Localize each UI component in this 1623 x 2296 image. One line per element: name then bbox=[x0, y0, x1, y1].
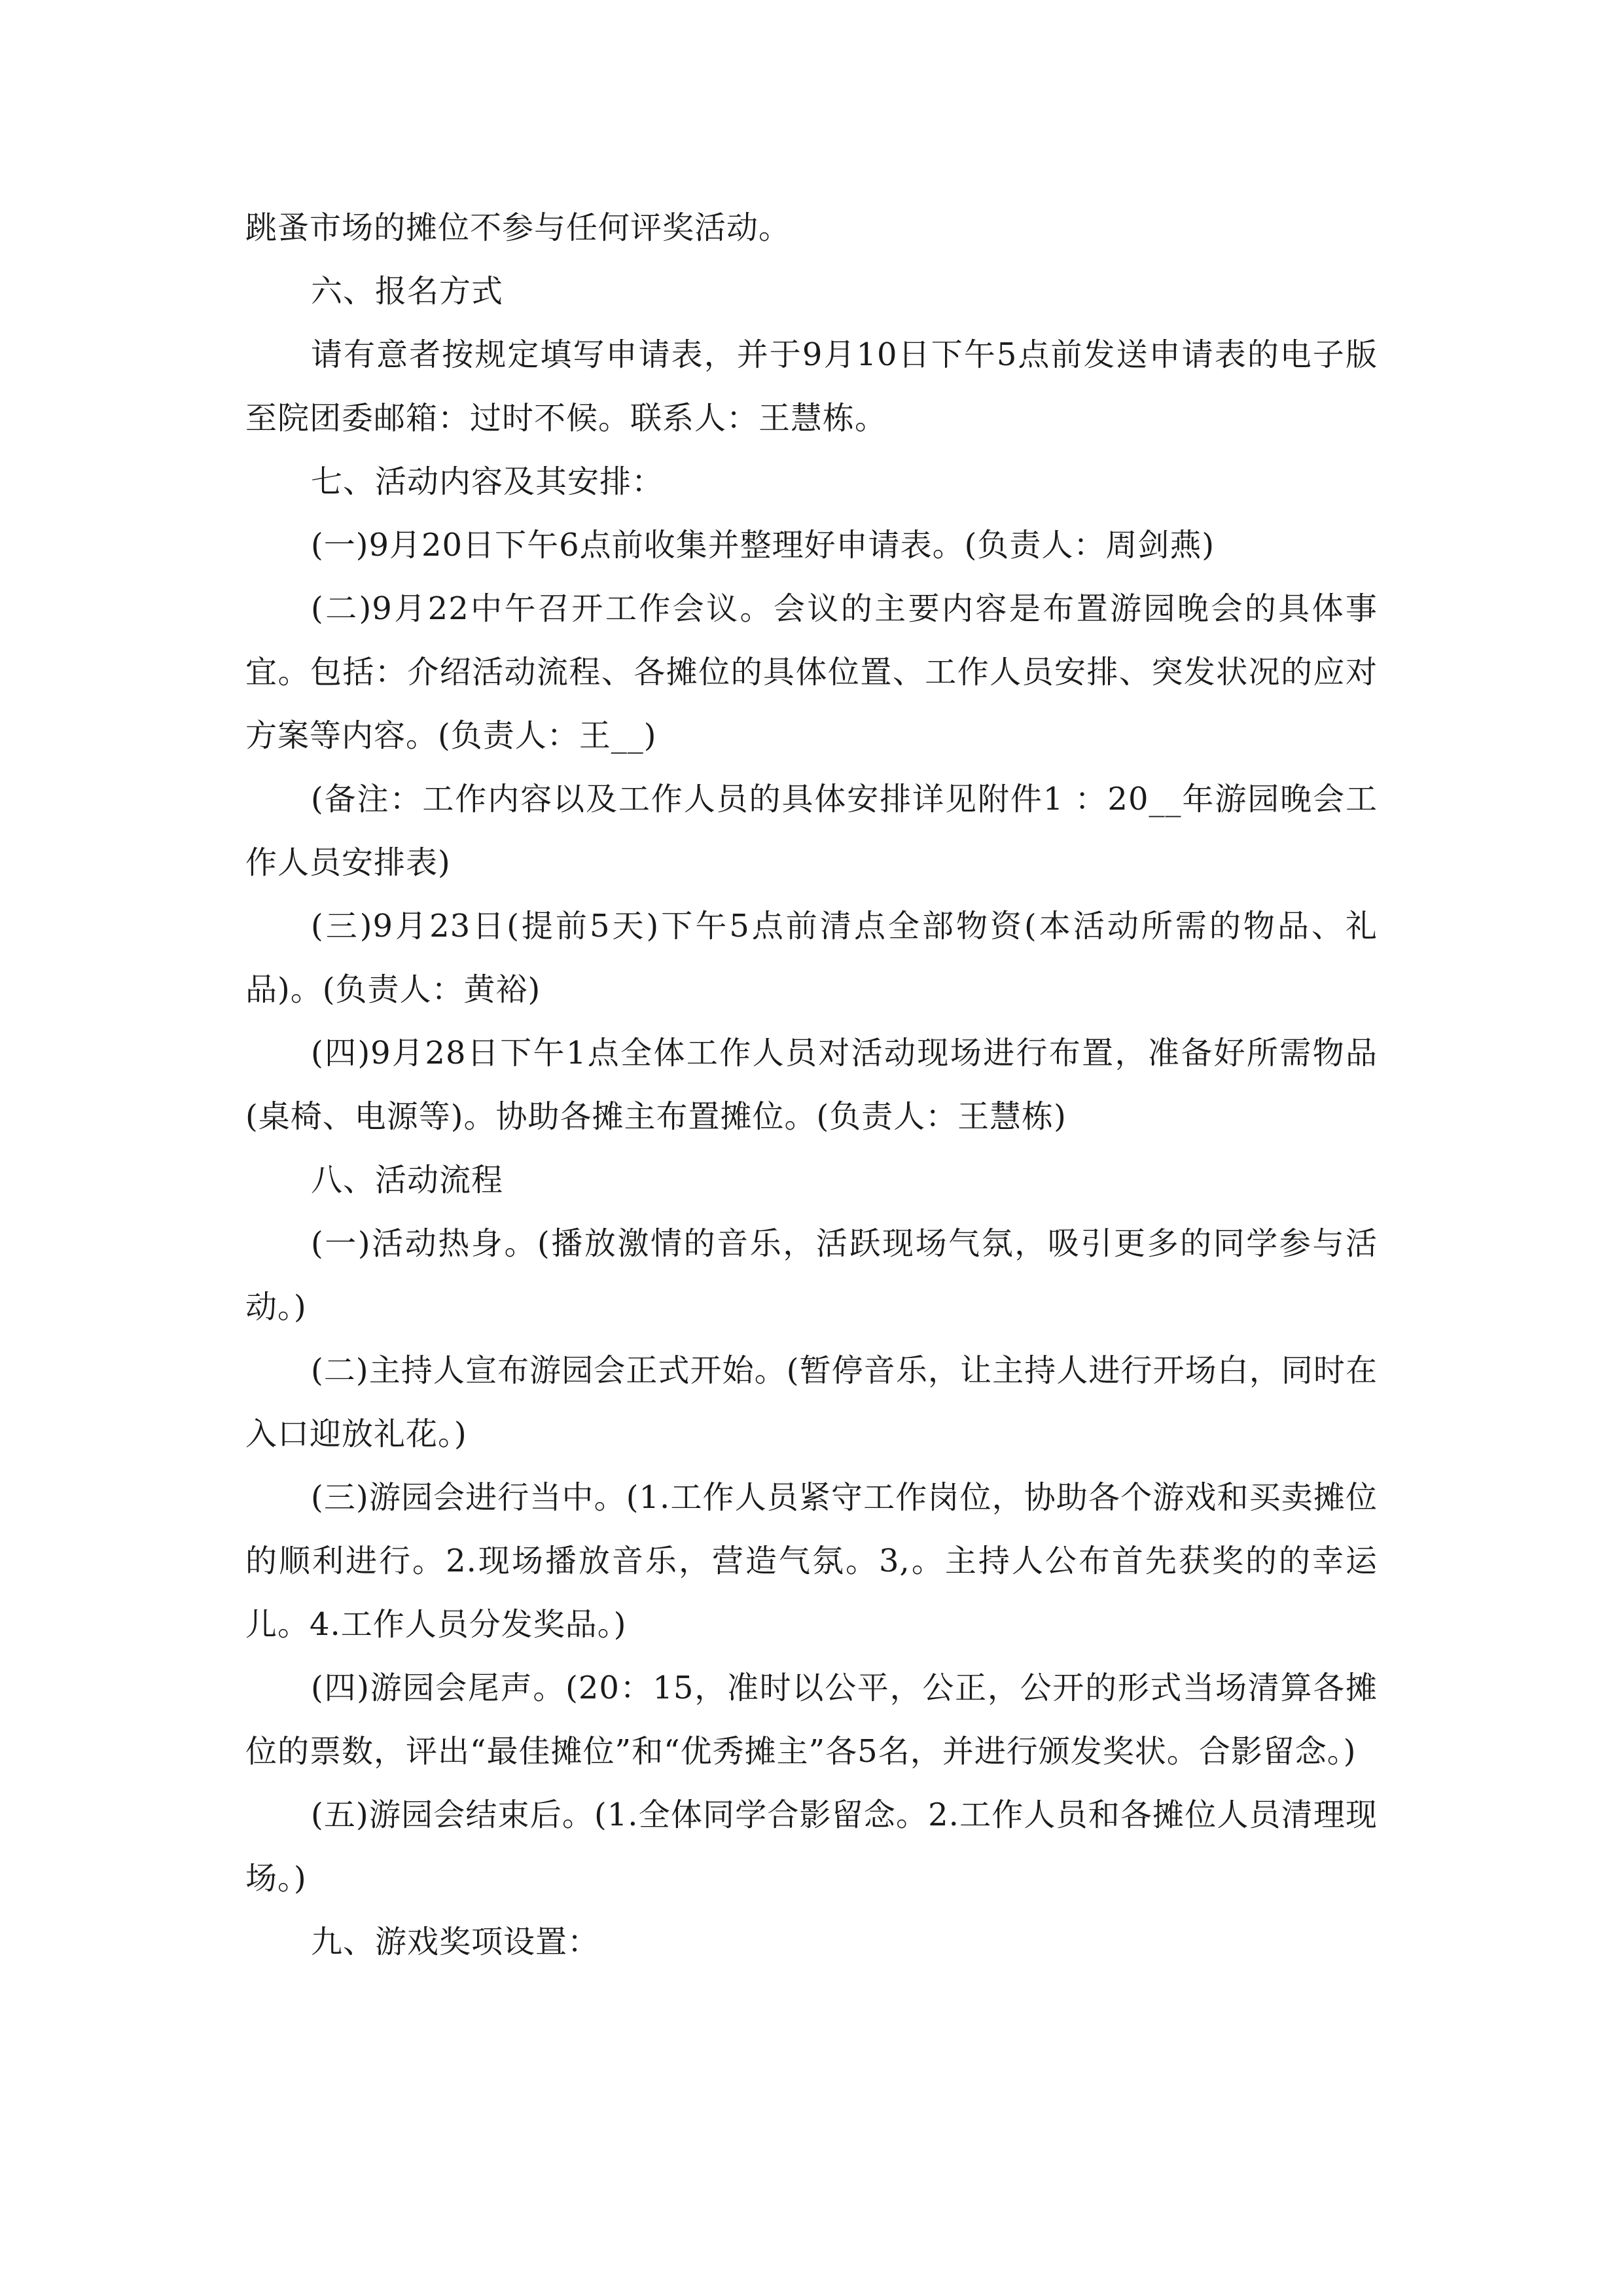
paragraph-remark: (备注：工作内容以及工作人员的具体安排详见附件1 ：20__年游园晚会工作人员安排表) bbox=[245, 781, 1378, 881]
paragraph-arrangement-2: (二)9月22中午召开工作会议。会议的主要内容是布置游园晚会的具体事宜。包括：介绍活动流程、各摊位的具体位置、工作人员安排、突发状况的应对方案等内容。(负责人：王__) bbox=[245, 590, 1378, 754]
paragraph-registration: 请有意者按规定填写申请表，并于9月10日下午5点前发送申请表的电子版至院团委邮箱：过时不候。联系人：王慧栋。 bbox=[245, 336, 1378, 437]
paragraph-process-5: (五)游园会结束后。(1.全体同学合影留念。2.工作人员和各摊位人员清理现场。) bbox=[245, 1797, 1378, 1897]
section-heading-registration: 六、报名方式 bbox=[311, 273, 504, 310]
document-body bbox=[245, 196, 1378, 1974]
section-heading-awards: 九、游戏奖项设置： bbox=[311, 1924, 600, 1960]
paragraph-process-2: (二)主持人宣布游园会正式开始。(暂停音乐，让主持人进行开场白，同时在入口迎放礼花。) bbox=[245, 1352, 1378, 1452]
paragraph-flea-market-note: 跳蚤市场的摊位不参与任何评奖活动。 bbox=[245, 209, 791, 246]
section-heading-process: 八、活动流程 bbox=[311, 1162, 504, 1198]
paragraph-arrangement-4: (四)9月28日下午1点全体工作人员对活动现场进行布置，准备好所需物品(桌椅、电源等)。协助各摊主布置摊位。(负责人：王慧栋) bbox=[245, 1035, 1378, 1135]
paragraph-process-3: (三)游园会进行当中。(1.工作人员紧守工作岗位，协助各个游戏和买卖摊位的顺利进行。2.现场播放音乐，营造气氛。3,。主持人公布首先获奖的的幸运儿。4.工作人员分发奖品。) bbox=[245, 1479, 1378, 1643]
section-heading-arrangement: 七、活动内容及其安排： bbox=[311, 463, 664, 500]
paragraph-process-4: (四)游园会尾声。(20：15，准时以公平，公正，公开的形式当场清算各摊位的票数，评出“最佳摊位”和“优秀摊主”各5名，并进行颁发奖状。合影留念。) bbox=[245, 1670, 1378, 1770]
paragraph-process-1: (一)活动热身。(播放激情的音乐，活跃现场气氛，吸引更多的同学参与活动。) bbox=[245, 1225, 1378, 1325]
paragraph-arrangement-1: (一)9月20日下午6点前收集并整理好申请表。(负责人：周剑燕) bbox=[311, 527, 1215, 564]
paragraph-arrangement-3: (三)9月23日(提前5天)下午5点前清点全部物资(本活动所需的物品、礼品)。(负责人：黄裕) bbox=[245, 908, 1378, 1008]
